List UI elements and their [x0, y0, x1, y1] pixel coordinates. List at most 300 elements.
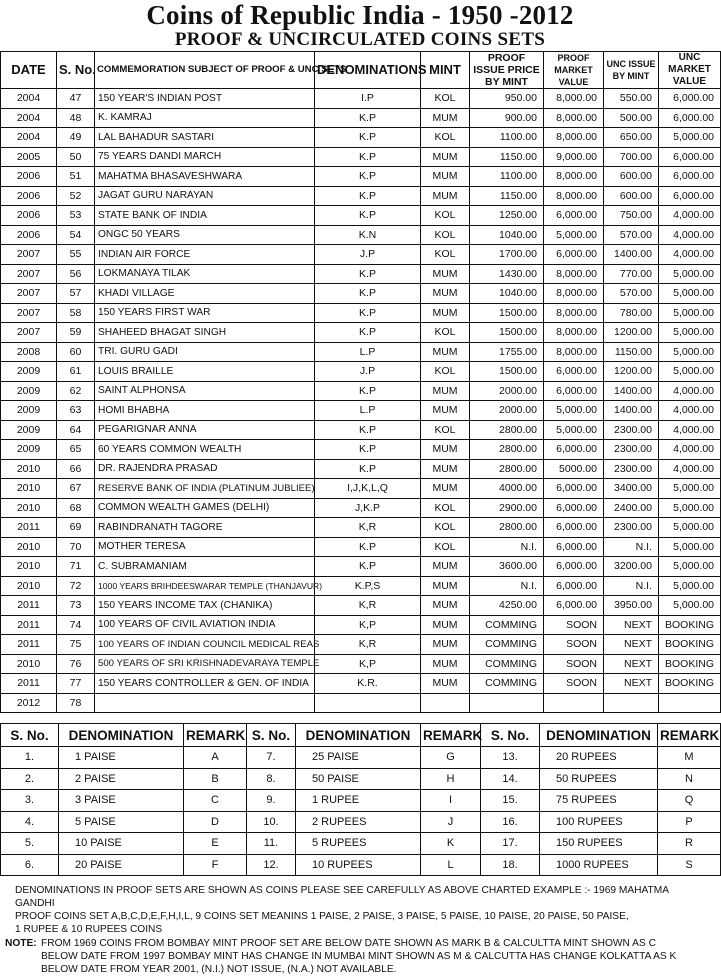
cell-proof-market-value: 8,000.00 — [544, 108, 604, 128]
footnote-line: 1 RUPEE & 10 RUPEES COINS — [15, 924, 163, 935]
cell-mint: MUM — [421, 615, 470, 635]
cell-serial-no: 48 — [57, 108, 95, 128]
header-date: DATE — [1, 52, 57, 89]
cell-unc-issue: NEXT — [604, 615, 659, 635]
legend-serial: 15. — [481, 790, 540, 812]
table-row — [1, 440, 721, 460]
cell-date: 2006 — [1, 186, 57, 206]
cell-proof-market-value: SOON — [544, 674, 604, 694]
cell-serial-no: 52 — [57, 186, 95, 206]
cell-proof-issue-price: N.I. — [470, 537, 544, 557]
legend-denomination: 10 PAISE — [59, 833, 184, 855]
cell-denominations: K,P — [315, 615, 421, 635]
table-row — [1, 420, 721, 440]
cell-unc-market-value: 4,000.00 — [659, 245, 721, 265]
legend-serial: 6. — [1, 854, 59, 876]
cell-mint: MUM — [421, 654, 470, 674]
cell-subject: C. SUBRAMANIAM — [95, 557, 315, 577]
cell-proof-market-value: SOON — [544, 654, 604, 674]
table-row — [1, 108, 721, 128]
table-row — [1, 342, 721, 362]
legend-remark: B — [184, 768, 247, 790]
cell-unc-market-value: 6,000.00 — [659, 89, 721, 109]
cell-serial-no: 71 — [57, 557, 95, 577]
table-row — [1, 284, 721, 304]
cell-proof-market-value: 6,000.00 — [544, 537, 604, 557]
cell-proof-issue-price: 2800.00 — [470, 459, 544, 479]
cell-proof-market-value: SOON — [544, 635, 604, 655]
header-mint: MINT — [421, 52, 470, 89]
cell-mint: MUM — [421, 557, 470, 577]
cell-subject: 150 YEARS INCOME TAX (CHANIKA) — [95, 596, 315, 616]
legend-remark: K — [421, 833, 481, 855]
cell-proof-issue-price: 1150.00 — [470, 147, 544, 167]
table-row — [1, 576, 721, 596]
legend-serial: 7. — [247, 747, 296, 769]
legend-row — [1, 768, 721, 790]
cell-mint: MUM — [421, 576, 470, 596]
legend-header-remark-2: REMARK — [421, 724, 481, 747]
cell-subject: LAL BAHADUR SASTARI — [95, 128, 315, 148]
cell-unc-issue: 2400.00 — [604, 498, 659, 518]
cell-unc-issue: 770.00 — [604, 264, 659, 284]
cell-serial-no: 73 — [57, 596, 95, 616]
cell-subject: 500 YEARS OF SRI KRISHNADEVARAYA TEMPLE — [95, 654, 315, 674]
table-row — [1, 89, 721, 109]
cell-unc-issue: 780.00 — [604, 303, 659, 323]
legend-serial: 11. — [247, 833, 296, 855]
cell-date: 2007 — [1, 323, 57, 343]
cell-unc-market-value: 4,000.00 — [659, 440, 721, 460]
cell-serial-no: 65 — [57, 440, 95, 460]
legend-remark: D — [184, 811, 247, 833]
cell-unc-market-value: 5,000.00 — [659, 303, 721, 323]
cell-serial-no: 50 — [57, 147, 95, 167]
legend-serial: 2. — [1, 768, 59, 790]
cell-subject: INDIAN AIR FORCE — [95, 245, 315, 265]
legend-remark: P — [658, 811, 721, 833]
cell-proof-issue-price: COMMING — [470, 615, 544, 635]
cell-denominations: I.P — [315, 89, 421, 109]
cell-mint: KOL — [421, 537, 470, 557]
cell-serial-no: 75 — [57, 635, 95, 655]
table-row — [1, 167, 721, 187]
cell-unc-market-value: 5,000.00 — [659, 264, 721, 284]
table-row — [1, 206, 721, 226]
cell-date: 2004 — [1, 108, 57, 128]
legend-remark: H — [421, 768, 481, 790]
cell-proof-market-value: 8,000.00 — [544, 342, 604, 362]
cell-subject: LOUIS BRAILLE — [95, 362, 315, 382]
table-row — [1, 459, 721, 479]
cell-unc-issue: 1400.00 — [604, 381, 659, 401]
cell-unc-issue: 2300.00 — [604, 518, 659, 538]
legend-denomination: 1 RUPEE — [296, 790, 421, 812]
cell-serial-no: 51 — [57, 167, 95, 187]
legend-serial: 8. — [247, 768, 296, 790]
cell-proof-issue-price: 1500.00 — [470, 323, 544, 343]
cell-unc-market-value: 5,000.00 — [659, 323, 721, 343]
cell-unc-issue: 570.00 — [604, 225, 659, 245]
cell-denominations: K.P — [315, 420, 421, 440]
table-row — [1, 615, 721, 635]
legend-remark: M — [658, 747, 721, 769]
cell-denominations: J.P — [315, 362, 421, 382]
cell-proof-market-value: 8,000.00 — [544, 89, 604, 109]
cell-mint: KOL — [421, 362, 470, 382]
legend-row — [1, 854, 721, 876]
cell-denominations: K.P — [315, 147, 421, 167]
table-row — [1, 557, 721, 577]
legend-denomination: 50 RUPEES — [540, 768, 658, 790]
cell-subject: 75 YEARS DANDI MARCH — [95, 147, 315, 167]
table-row — [1, 264, 721, 284]
legend-serial: 12. — [247, 854, 296, 876]
cell-date: 2004 — [1, 89, 57, 109]
cell-date: 2011 — [1, 635, 57, 655]
cell-unc-issue: 750.00 — [604, 206, 659, 226]
cell-subject: K. KAMRAJ — [95, 108, 315, 128]
legend-denomination: 5 PAISE — [59, 811, 184, 833]
cell-proof-issue-price: 2000.00 — [470, 381, 544, 401]
cell-unc-market-value: 4,000.00 — [659, 401, 721, 421]
table-row — [1, 128, 721, 148]
cell-proof-issue-price: 2000.00 — [470, 401, 544, 421]
cell-proof-market-value: 8,000.00 — [544, 284, 604, 304]
cell-proof-issue-price: 4000.00 — [470, 479, 544, 499]
table-row — [1, 401, 721, 421]
coin-sets-body — [1, 89, 721, 713]
cell-proof-issue-price: 1500.00 — [470, 303, 544, 323]
cell-date: 2007 — [1, 245, 57, 265]
cell-unc-issue: 2300.00 — [604, 440, 659, 460]
table-row — [1, 498, 721, 518]
cell-date: 2012 — [1, 693, 57, 713]
cell-unc-issue: 3200.00 — [604, 557, 659, 577]
cell-proof-market-value: 8,000.00 — [544, 303, 604, 323]
cell-mint: KOL — [421, 206, 470, 226]
cell-unc-market-value: 6,000.00 — [659, 147, 721, 167]
cell-subject: RESERVE BANK OF INDIA (PLATINUM JUBLIEE) — [95, 479, 315, 499]
cell-serial-no: 56 — [57, 264, 95, 284]
legend-serial: 14. — [481, 768, 540, 790]
cell-serial-no: 47 — [57, 89, 95, 109]
cell-denominations: K.P — [315, 440, 421, 460]
table-header-row — [1, 52, 721, 89]
legend-remark: F — [184, 854, 247, 876]
cell-unc-market-value: 4,000.00 — [659, 225, 721, 245]
cell-subject: 150 YEAR'S INDIAN POST — [95, 89, 315, 109]
cell-unc-market-value: 5,000.00 — [659, 537, 721, 557]
cell-date: 2004 — [1, 128, 57, 148]
legend-denomination: 150 RUPEES — [540, 833, 658, 855]
cell-date: 2011 — [1, 615, 57, 635]
legend-row — [1, 790, 721, 812]
cell-unc-issue: 3400.00 — [604, 479, 659, 499]
legend-denomination: 10 RUPEES — [296, 854, 421, 876]
cell-serial-no: 76 — [57, 654, 95, 674]
table-row — [1, 674, 721, 694]
cell-unc-market-value: 5,000.00 — [659, 557, 721, 577]
legend-row — [1, 747, 721, 769]
table-row — [1, 518, 721, 538]
cell-mint: KOL — [421, 420, 470, 440]
cell-date: 2011 — [1, 596, 57, 616]
cell-proof-issue-price — [470, 693, 544, 713]
table-row — [1, 537, 721, 557]
cell-subject: SAINT ALPHONSA — [95, 381, 315, 401]
cell-unc-issue: 2300.00 — [604, 459, 659, 479]
cell-unc-issue: 550.00 — [604, 89, 659, 109]
cell-proof-issue-price: 950.00 — [470, 89, 544, 109]
cell-date: 2008 — [1, 342, 57, 362]
cell-denominations: I,J,K,L,Q — [315, 479, 421, 499]
legend-denomination: 20 PAISE — [59, 854, 184, 876]
cell-unc-issue: NEXT — [604, 654, 659, 674]
cell-proof-issue-price: COMMING — [470, 635, 544, 655]
legend-serial: 4. — [1, 811, 59, 833]
cell-unc-market-value: 5,000.00 — [659, 128, 721, 148]
cell-proof-issue-price: 1040.00 — [470, 225, 544, 245]
cell-subject: STATE BANK OF INDIA — [95, 206, 315, 226]
cell-proof-market-value: 8,000.00 — [544, 323, 604, 343]
cell-denominations: K.P — [315, 381, 421, 401]
header-serial-no: S. No. — [57, 52, 95, 89]
cell-date: 2009 — [1, 420, 57, 440]
cell-date: 2006 — [1, 206, 57, 226]
cell-proof-issue-price: 1040.00 — [470, 284, 544, 304]
cell-unc-market-value: 4,000.00 — [659, 420, 721, 440]
cell-subject: MOTHER TERESA — [95, 537, 315, 557]
cell-unc-market-value: BOOKING — [659, 674, 721, 694]
cell-unc-market-value: 5,000.00 — [659, 518, 721, 538]
legend-serial: 16. — [481, 811, 540, 833]
legend-denomination: 100 RUPEES — [540, 811, 658, 833]
cell-mint: MUM — [421, 342, 470, 362]
cell-subject: 100 YEARS OF INDIAN COUNCIL MEDICAL REAS — [95, 635, 315, 655]
cell-subject: JAGAT GURU NARAYAN — [95, 186, 315, 206]
cell-denominations — [315, 693, 421, 713]
cell-denominations: K,R — [315, 596, 421, 616]
cell-serial-no: 78 — [57, 693, 95, 713]
legend-header-row — [1, 724, 721, 747]
cell-proof-market-value: 5,000.00 — [544, 401, 604, 421]
header-proof-issue-price: PROOF ISSUE PRICE BY MINT — [470, 52, 544, 89]
cell-denominations: K.R. — [315, 674, 421, 694]
cell-mint — [421, 693, 470, 713]
cell-date: 2009 — [1, 440, 57, 460]
legend-remark: C — [184, 790, 247, 812]
cell-mint: MUM — [421, 303, 470, 323]
cell-proof-issue-price: 3600.00 — [470, 557, 544, 577]
cell-denominations: L.P — [315, 401, 421, 421]
cell-denominations: K,R — [315, 635, 421, 655]
cell-proof-issue-price: 2800.00 — [470, 518, 544, 538]
cell-proof-issue-price: 4250.00 — [470, 596, 544, 616]
cell-date: 2010 — [1, 576, 57, 596]
legend-remark: I — [421, 790, 481, 812]
cell-denominations: J,K.P — [315, 498, 421, 518]
cell-denominations: K.P — [315, 284, 421, 304]
cell-serial-no: 69 — [57, 518, 95, 538]
legend-denomination: 1 PAISE — [59, 747, 184, 769]
legend-header-serial-2: S. No. — [247, 724, 296, 747]
table-row — [1, 303, 721, 323]
cell-date: 2009 — [1, 381, 57, 401]
cell-subject: SHAHEED BHAGAT SINGH — [95, 323, 315, 343]
table-row — [1, 323, 721, 343]
cell-date: 2006 — [1, 167, 57, 187]
cell-date: 2010 — [1, 537, 57, 557]
note-line: BELOW DATE FROM YEAR 2001, (N.I.) NOT ISSUE, (N.A.) NOT AVAILABLE. — [41, 964, 397, 975]
legend-serial: 5. — [1, 833, 59, 855]
cell-denominations: J.P — [315, 245, 421, 265]
cell-subject: LOKMANAYA TILAK — [95, 264, 315, 284]
cell-proof-issue-price: 1150.00 — [470, 186, 544, 206]
cell-mint: MUM — [421, 674, 470, 694]
cell-unc-market-value: 6,000.00 — [659, 186, 721, 206]
legend-row — [1, 811, 721, 833]
cell-unc-market-value: 5,000.00 — [659, 596, 721, 616]
note-line: FROM 1969 COINS FROM BOMBAY MINT PROOF SET ARE BELOW DATE SHOWN AS MARK B & CALCULTTA MINT SHOWN AS C — [41, 938, 656, 949]
table-row — [1, 654, 721, 674]
cell-serial-no: 58 — [57, 303, 95, 323]
cell-proof-issue-price: 1250.00 — [470, 206, 544, 226]
legend-body — [1, 747, 721, 876]
cell-serial-no: 55 — [57, 245, 95, 265]
cell-proof-market-value: 6,000.00 — [544, 479, 604, 499]
cell-proof-issue-price: 2800.00 — [470, 420, 544, 440]
cell-denominations: L.P — [315, 342, 421, 362]
cell-unc-market-value — [659, 693, 721, 713]
cell-proof-market-value: 8,000.00 — [544, 167, 604, 187]
cell-unc-issue: 570.00 — [604, 284, 659, 304]
legend-remark: L — [421, 854, 481, 876]
legend-serial: 18. — [481, 854, 540, 876]
cell-serial-no: 61 — [57, 362, 95, 382]
cell-proof-issue-price: 1100.00 — [470, 167, 544, 187]
cell-proof-market-value: 8,000.00 — [544, 128, 604, 148]
cell-mint: KOL — [421, 245, 470, 265]
cell-unc-issue: NEXT — [604, 635, 659, 655]
cell-serial-no: 70 — [57, 537, 95, 557]
cell-subject: HOMI BHABHA — [95, 401, 315, 421]
cell-subject: 100 YEARS OF CIVIL AVIATION INDIA — [95, 615, 315, 635]
cell-proof-issue-price: 900.00 — [470, 108, 544, 128]
cell-subject: DR. RAJENDRA PRASAD — [95, 459, 315, 479]
cell-proof-issue-price: 1100.00 — [470, 128, 544, 148]
cell-serial-no: 68 — [57, 498, 95, 518]
cell-unc-issue: 700.00 — [604, 147, 659, 167]
cell-mint: MUM — [421, 440, 470, 460]
cell-mint: KOL — [421, 323, 470, 343]
cell-unc-market-value: 6,000.00 — [659, 167, 721, 187]
legend-denomination: 25 PAISE — [296, 747, 421, 769]
cell-denominations: K.P — [315, 557, 421, 577]
cell-subject: 150 YEARS FIRST WAR — [95, 303, 315, 323]
cell-mint: MUM — [421, 264, 470, 284]
cell-proof-market-value: 6,000.00 — [544, 518, 604, 538]
cell-serial-no: 57 — [57, 284, 95, 304]
legend-remark: G — [421, 747, 481, 769]
cell-date: 2006 — [1, 225, 57, 245]
legend-denomination: 50 PAISE — [296, 768, 421, 790]
table-row — [1, 635, 721, 655]
cell-proof-issue-price: 1430.00 — [470, 264, 544, 284]
cell-unc-issue: NEXT — [604, 674, 659, 694]
header-subject: COMMEMORATION SUBJECT OF PROOF & UNC SETS — [95, 52, 315, 89]
cell-date: 2010 — [1, 498, 57, 518]
legend-header-remark-3: REMARK — [658, 724, 721, 747]
cell-mint: KOL — [421, 498, 470, 518]
cell-proof-market-value: 8,000.00 — [544, 186, 604, 206]
cell-mint: KOL — [421, 225, 470, 245]
cell-serial-no: 74 — [57, 615, 95, 635]
legend-serial: 3. — [1, 790, 59, 812]
cell-unc-issue: 600.00 — [604, 186, 659, 206]
header-proof-market-value: PROOF MARKET VALUE — [544, 52, 604, 89]
cell-date: 2010 — [1, 654, 57, 674]
legend-remark: N — [658, 768, 721, 790]
footnote-line: PROOF COINS SET A,B,C,D,E,F,H,I,L, 9 COINS SET MEANINS 1 PAISE, 2 PAISE, 3 PAISE, 5 PAISE, 10 PAISE, 20 PAISE, 50 PAISE, — [15, 911, 629, 922]
legend-serial: 13. — [481, 747, 540, 769]
cell-serial-no: 53 — [57, 206, 95, 226]
cell-proof-issue-price: 2800.00 — [470, 440, 544, 460]
table-row — [1, 381, 721, 401]
cell-subject: MAHATMA BHASAVESHWARA — [95, 167, 315, 187]
cell-unc-issue — [604, 693, 659, 713]
cell-proof-market-value: 6,000.00 — [544, 557, 604, 577]
cell-proof-issue-price: 1700.00 — [470, 245, 544, 265]
legend-header-denomination-1: DENOMINATION — [59, 724, 184, 747]
cell-proof-issue-price: 1755.00 — [470, 342, 544, 362]
cell-subject: RABINDRANATH TAGORE — [95, 518, 315, 538]
cell-unc-market-value: 5,000.00 — [659, 362, 721, 382]
cell-serial-no: 62 — [57, 381, 95, 401]
header-denominations: DENOMINATIONS — [315, 52, 421, 89]
table-row — [1, 596, 721, 616]
cell-mint: KOL — [421, 89, 470, 109]
cell-proof-market-value: 5000.00 — [544, 459, 604, 479]
cell-subject — [95, 693, 315, 713]
cell-serial-no: 66 — [57, 459, 95, 479]
cell-denominations: K.P — [315, 186, 421, 206]
cell-proof-market-value: 6,000.00 — [544, 596, 604, 616]
footnote — [0, 876, 720, 936]
cell-mint: MUM — [421, 459, 470, 479]
cell-unc-market-value: 5,000.00 — [659, 479, 721, 499]
cell-proof-market-value: 6,000.00 — [544, 206, 604, 226]
cell-proof-market-value — [544, 693, 604, 713]
cell-date: 2010 — [1, 459, 57, 479]
cell-subject: COMMON WEALTH GAMES (DELHI) — [95, 498, 315, 518]
cell-serial-no: 67 — [57, 479, 95, 499]
cell-denominations: K.P — [315, 459, 421, 479]
cell-unc-market-value: BOOKING — [659, 635, 721, 655]
cell-mint: KOL — [421, 128, 470, 148]
legend-remark: E — [184, 833, 247, 855]
legend-header-remark-1: REMARK — [184, 724, 247, 747]
cell-unc-market-value: 5,000.00 — [659, 284, 721, 304]
cell-denominations: K.P — [315, 128, 421, 148]
cell-date: 2007 — [1, 303, 57, 323]
legend-serial: 1. — [1, 747, 59, 769]
cell-unc-market-value: 4,000.00 — [659, 206, 721, 226]
cell-serial-no: 59 — [57, 323, 95, 343]
table-row — [1, 225, 721, 245]
denomination-legend-table — [0, 723, 721, 876]
cell-proof-market-value: 6,000.00 — [544, 498, 604, 518]
